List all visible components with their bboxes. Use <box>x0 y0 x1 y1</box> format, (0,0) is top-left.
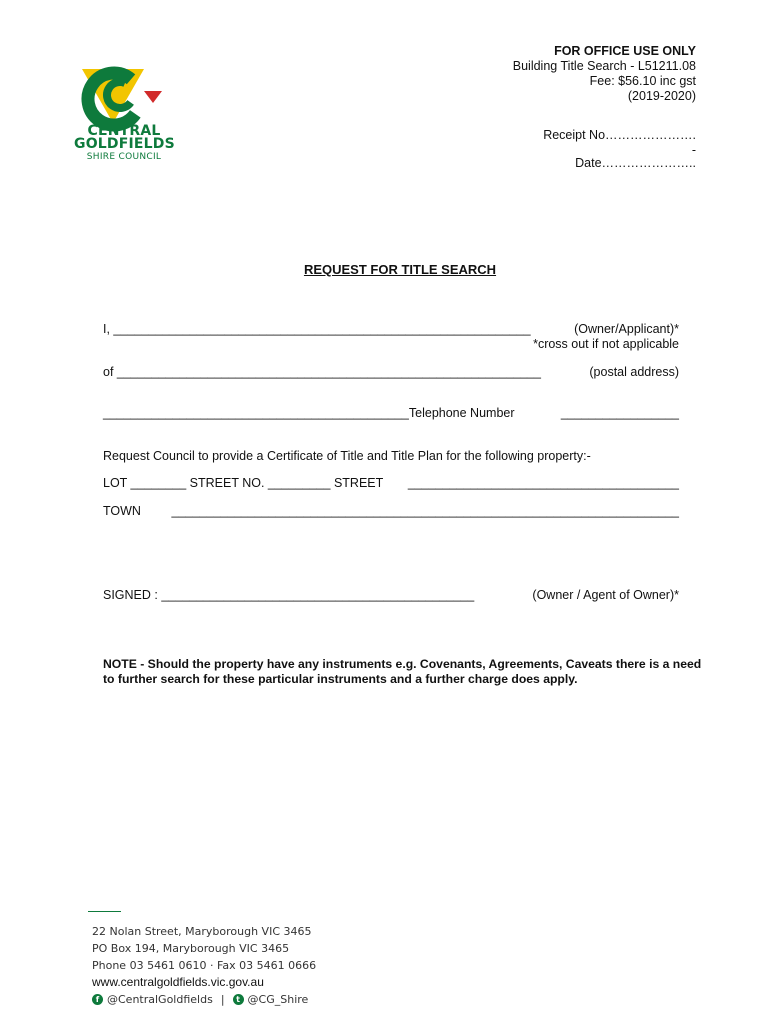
footer-address: 22 Nolan Street, Maryborough VIC 3465 <box>92 925 312 938</box>
lot-street-labels: LOT ________ STREET NO. _________ STREET <box>103 476 384 490</box>
office-dash: - <box>691 143 696 157</box>
owner-blank: I, ____________________________________________________________ <box>103 322 531 336</box>
signed-label: SIGNED : _____________________________________________ <box>103 588 475 602</box>
twitter-handle[interactable]: @CG_Shire <box>247 993 309 1006</box>
owner-applicant-field[interactable] <box>103 322 679 336</box>
office-year: (2019-2020) <box>627 89 696 103</box>
postal-label: (postal address) <box>589 365 679 379</box>
facebook-handle[interactable]: @CentralGoldfields <box>107 993 213 1006</box>
logo-text-shire-council: SHIRE COUNCIL <box>86 152 162 162</box>
footer-separator: | <box>220 993 225 1006</box>
footer-website-link[interactable]: www.centralgoldfields.vic.gov.au <box>92 975 264 989</box>
office-use-title: FOR OFFICE USE ONLY <box>554 44 696 58</box>
telephone-blank: _________________ <box>560 406 679 420</box>
lot-street-row[interactable] <box>103 476 679 490</box>
office-fee: Fee: $56.10 inc gst <box>589 74 696 88</box>
cross-out-note: *cross out if not applicable <box>533 337 679 351</box>
signature-row[interactable] <box>103 588 679 602</box>
footer-social <box>92 993 308 1006</box>
telephone-row[interactable] <box>103 406 679 420</box>
town-label: TOWN <box>103 504 141 518</box>
instruments-note: NOTE - Should the property have any instruments e.g. Covenants, Agreements, Caveats there is a need to further search for these particular instruments and a further charge does apply. <box>103 657 702 686</box>
logo-text-goldfields: GOLDFIELDS <box>74 136 175 152</box>
telephone-label: ____________________________________________Telephone Number <box>103 406 515 420</box>
logo-text-central: CENTRAL <box>87 123 161 139</box>
town-blank: _________________________________________________________________________ <box>171 504 679 518</box>
date-field[interactable]: Date………………….. <box>575 156 696 170</box>
receipt-number-field[interactable]: Receipt No…………………. <box>543 128 696 142</box>
signed-role-label: (Owner / Agent of Owner)* <box>532 588 679 602</box>
footer-phone-fax: Phone 03 5461 0610 · Fax 03 5461 0666 <box>92 959 317 972</box>
street-blank: _______________________________________ <box>407 476 679 490</box>
postal-blank: of _____________________________________________________________ <box>103 365 541 379</box>
form-title: REQUEST FOR TITLE SEARCH <box>303 262 497 277</box>
twitter-icon[interactable]: t <box>233 994 244 1005</box>
owner-label: (Owner/Applicant)* <box>574 322 679 336</box>
town-row[interactable] <box>103 504 679 518</box>
request-statement: Request Council to provide a Certificate of Title and Title Plan for the following property:- <box>103 449 591 463</box>
postal-address-field[interactable] <box>103 365 679 379</box>
office-code: Building Title Search - L51211.08 <box>512 59 696 73</box>
footer-divider <box>88 911 121 912</box>
logo-red-triangle <box>144 91 162 103</box>
facebook-icon[interactable]: f <box>92 994 103 1005</box>
footer-po-box: PO Box 194, Maryborough VIC 3465 <box>92 942 290 955</box>
